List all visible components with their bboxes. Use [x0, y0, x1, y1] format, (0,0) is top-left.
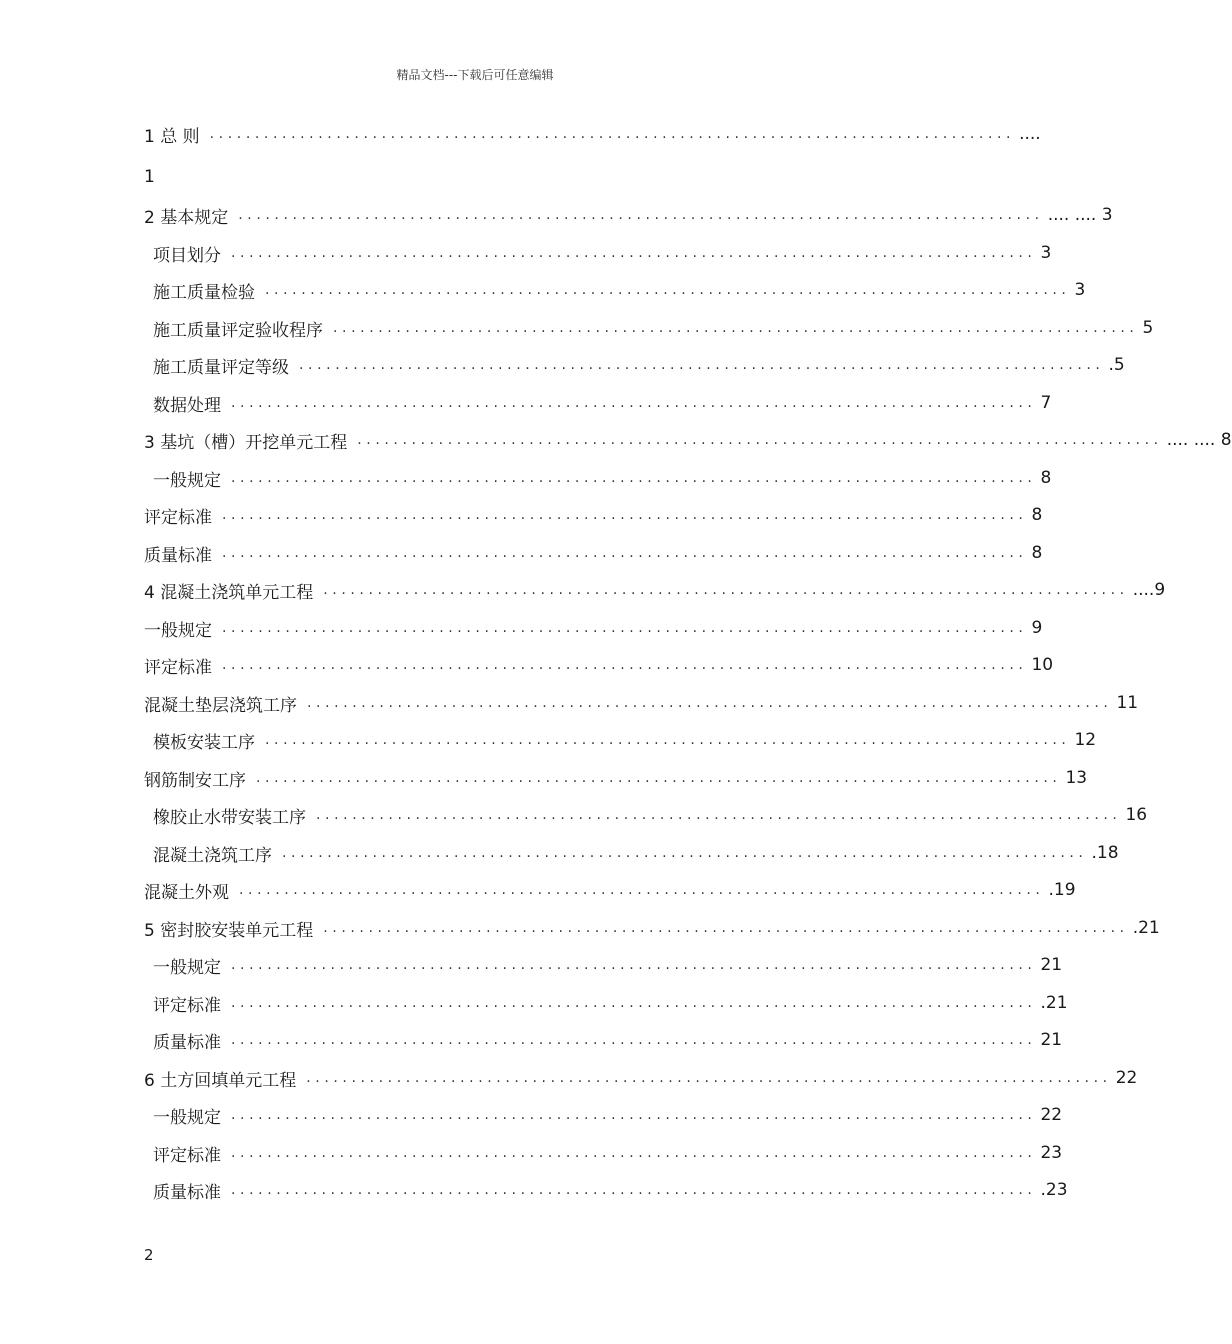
toc-leader-dots: ......................................................................................... — [357, 432, 1163, 448]
toc-entry-page: .21 — [1132, 918, 1160, 938]
toc-entry-page: .19 — [1048, 880, 1076, 900]
toc-entry[interactable] — [153, 951, 1063, 979]
toc-entry-page: .21 — [1040, 993, 1068, 1013]
toc-entry-label: 4 混凝土浇筑单元工程 — [144, 582, 314, 603]
page-number: 2 — [144, 1246, 154, 1264]
toc-entry[interactable] — [153, 1101, 1063, 1129]
toc-leader-dots: ......................................................................................... — [265, 282, 1071, 298]
toc-entry[interactable] — [144, 201, 1113, 229]
toc-entry-page: 8 — [1031, 543, 1043, 563]
toc-entry-label: 评定标准 — [153, 1145, 221, 1166]
toc-leader-dots: ......................................................................................... — [231, 470, 1037, 486]
toc-entry-label: 评定标准 — [144, 657, 212, 678]
toc-entry-label: 施工质量评定验收程序 — [153, 320, 323, 341]
toc-entry-page: .5 — [1108, 355, 1125, 375]
toc-entry-label: 施工质量评定等级 — [153, 357, 289, 378]
toc-entry[interactable] — [153, 839, 1119, 867]
toc-entry[interactable] — [144, 120, 1041, 148]
toc-entry[interactable] — [153, 351, 1125, 379]
toc-leader-dots: ......................................................................................... — [231, 1145, 1037, 1161]
toc-entry-page: 13 — [1065, 768, 1088, 788]
toc-leader-dots: ......................................................................................... — [231, 957, 1037, 973]
toc-leader-dots: ......................................................................................... — [222, 507, 1028, 523]
toc-entry-page: 8 — [1031, 505, 1043, 525]
toc-leader-dots: ......................................................................................... — [282, 845, 1088, 861]
toc-entry-page: .... .... 8 — [1166, 430, 1232, 450]
toc-entry-label: 一般规定 — [153, 957, 221, 978]
toc-entry-page: 22 — [1040, 1105, 1063, 1125]
toc-entry-page: 5 — [1142, 318, 1154, 338]
toc-leader-dots: ......................................................................................... — [238, 207, 1044, 223]
toc-entry-page: .18 — [1091, 843, 1119, 863]
toc-entry-page: 10 — [1031, 655, 1054, 675]
toc-entry[interactable] — [153, 1139, 1063, 1167]
toc-entry-page: 9 — [1031, 618, 1043, 638]
toc-leader-dots: ......................................................................................... — [239, 882, 1045, 898]
toc-entry-label: 一般规定 — [153, 470, 221, 491]
toc-entry-label: 一般规定 — [144, 620, 212, 641]
toc-entry-label: 钢筋制安工序 — [144, 770, 246, 791]
toc-entry-label: 3 基坑（槽）开挖单元工程 — [144, 432, 348, 453]
toc-entry[interactable] — [144, 614, 1043, 642]
toc-entry[interactable] — [144, 689, 1139, 717]
page-header: 精品文档---下载后可任意编辑 — [396, 68, 554, 82]
toc-entry[interactable] — [144, 163, 184, 191]
toc-leader-dots: ......................................................................................... — [307, 695, 1113, 711]
toc-entry-label: 模板安装工序 — [153, 732, 255, 753]
toc-entry[interactable] — [144, 764, 1088, 792]
toc-entry[interactable] — [144, 576, 1166, 604]
toc-entry-label: 橡胶止水带安装工序 — [153, 807, 306, 828]
toc-entry-page: .23 — [1040, 1180, 1068, 1200]
toc-entry-page: ....9 — [1132, 580, 1166, 600]
toc-entry-page: 21 — [1040, 955, 1063, 975]
toc-leader-dots: ......................................................................................... — [222, 545, 1028, 561]
toc-entry[interactable] — [153, 1026, 1063, 1054]
toc-entry-page: 16 — [1125, 805, 1148, 825]
toc-entry-label: 质量标准 — [153, 1032, 221, 1053]
toc-entry[interactable] — [144, 426, 1232, 454]
toc-leader-dots: ......................................................................................... — [306, 1070, 1112, 1086]
toc-entry[interactable] — [144, 539, 1043, 567]
toc-entry-label: 质量标准 — [153, 1182, 221, 1203]
toc-entry[interactable] — [153, 989, 1068, 1017]
toc-leader-dots: ......................................................................................... — [231, 1107, 1037, 1123]
toc-entry-label: 数据处理 — [153, 395, 221, 416]
toc-entry-label: 混凝土外观 — [144, 882, 229, 903]
toc-entry[interactable] — [153, 389, 1052, 417]
toc-entry-page: 3 — [1074, 280, 1086, 300]
toc-entry-label: 评定标准 — [153, 995, 221, 1016]
toc-entry-label: 6 土方回填单元工程 — [144, 1070, 297, 1091]
toc-entry[interactable] — [144, 651, 1054, 679]
toc-entry-label: 混凝土垫层浇筑工序 — [144, 695, 297, 716]
toc-leader-dots: ......................................................................................... — [231, 1182, 1037, 1198]
toc-leader-dots: ......................................................................................... — [231, 1032, 1037, 1048]
toc-entry-page: 7 — [1040, 393, 1052, 413]
toc-entry-page: 12 — [1074, 730, 1097, 750]
toc-entry-label: 1 — [144, 167, 155, 187]
toc-leader-dots: ......................................................................................... — [299, 357, 1105, 373]
toc-entry[interactable] — [153, 239, 1052, 267]
toc-leader-dots: ......................................................................................... — [265, 732, 1071, 748]
toc-leader-dots: ......................................................................................... — [222, 620, 1028, 636]
toc-leader-dots: ......................................................................................... — [323, 582, 1129, 598]
toc-leader-dots: ......................................................................................... — [209, 126, 1016, 142]
toc-entry-page: 22 — [1115, 1068, 1138, 1088]
toc-leader-dots: ......................................................................................... — [231, 995, 1037, 1011]
toc-leader-dots: ......................................................................................... — [222, 657, 1028, 673]
toc-entry-label: 施工质量检验 — [153, 282, 255, 303]
toc-entry[interactable] — [144, 1064, 1138, 1092]
toc-leader-dots: ......................................................................................... — [323, 920, 1129, 936]
toc-entry-page: 3 — [1040, 243, 1052, 263]
toc-leader-dots: ......................................................................................... — [231, 245, 1037, 261]
toc-entry[interactable] — [153, 726, 1097, 754]
toc-entry[interactable] — [153, 1176, 1068, 1204]
toc-entry[interactable] — [153, 801, 1148, 829]
toc-entry[interactable] — [144, 914, 1160, 942]
toc-entry-page: .... — [1019, 124, 1041, 144]
toc-entry-label: 2 基本规定 — [144, 207, 229, 228]
toc-entry-label: 混凝土浇筑工序 — [153, 845, 272, 866]
toc-entry-page: 23 — [1040, 1143, 1063, 1163]
toc-entry[interactable] — [144, 876, 1076, 904]
toc-entry-page: 11 — [1116, 693, 1139, 713]
toc-entry[interactable] — [144, 501, 1043, 529]
toc-entry[interactable] — [153, 276, 1086, 304]
toc-entry-label: 质量标准 — [144, 545, 212, 566]
toc-leader-dots: ......................................................................................... — [333, 320, 1139, 336]
toc-entry-page: 21 — [1040, 1030, 1063, 1050]
toc-entry-label: 评定标准 — [144, 507, 212, 528]
toc-entry[interactable] — [153, 314, 1154, 342]
toc-entry-label: 一般规定 — [153, 1107, 221, 1128]
toc-entry-page: .... .... 3 — [1047, 205, 1113, 225]
toc-entry-label: 项目划分 — [153, 245, 221, 266]
toc-entry-label: 5 密封胶安装单元工程 — [144, 920, 314, 941]
toc-entry[interactable] — [153, 464, 1052, 492]
toc-entry-page: 8 — [1040, 468, 1052, 488]
toc-entry-label: 1 总 则 — [144, 126, 200, 147]
toc-leader-dots: ......................................................................................... — [316, 807, 1122, 823]
toc-leader-dots: ......................................................................................... — [256, 770, 1062, 786]
toc-leader-dots: ......................................................................................... — [231, 395, 1037, 411]
